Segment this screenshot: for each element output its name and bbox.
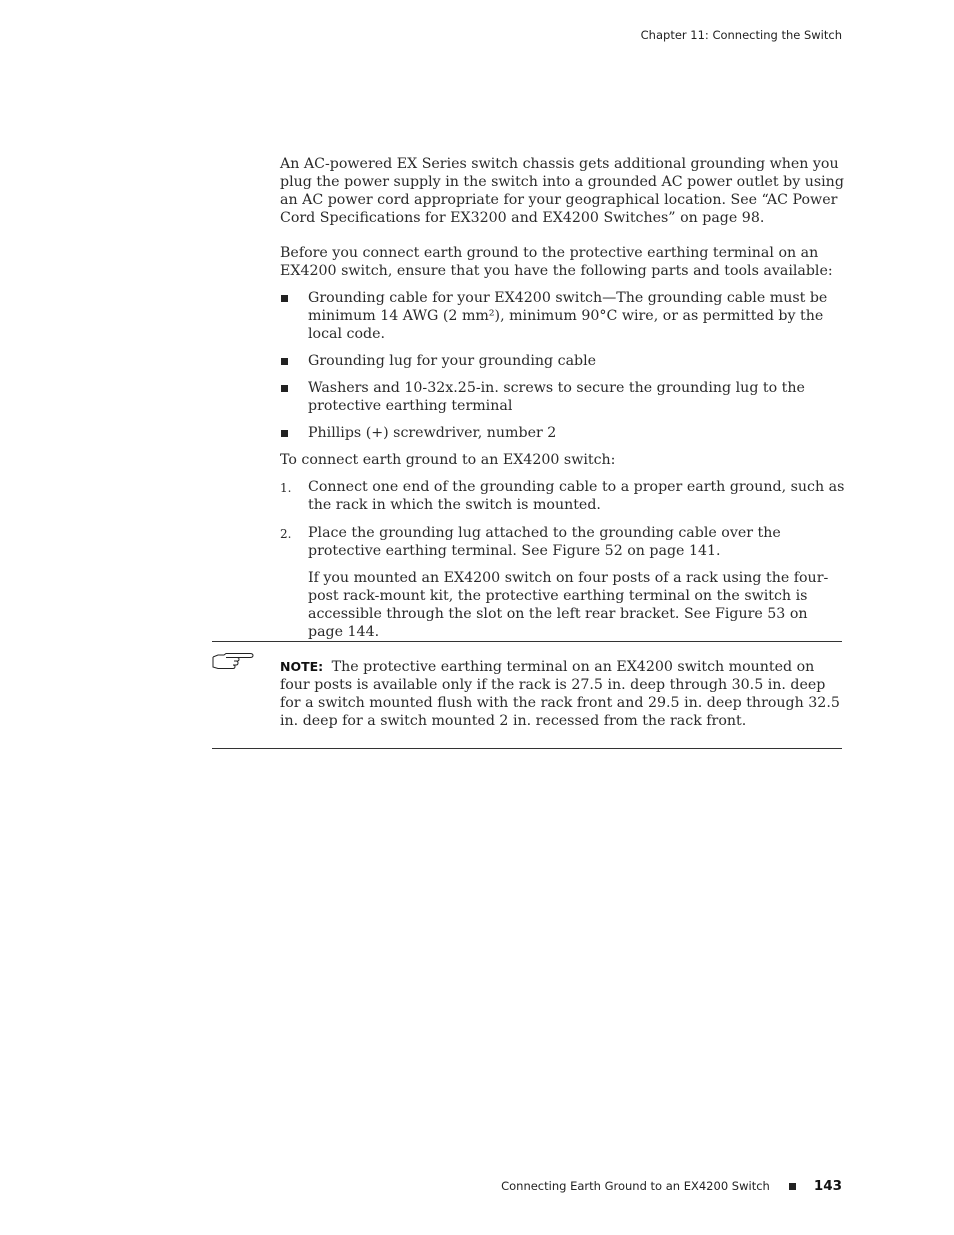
list-item [280,379,845,415]
list-item [280,289,845,343]
running-footer [501,1178,842,1194]
step-number: 2. [280,527,292,541]
step-text: Place the grounding lug attached to the grounding cable over the protective earthing terminal. See Figure 52 on page 141. [308,525,781,559]
list-item [280,352,845,370]
procedure-intro: To connect earth ground to an EX4200 switch: [280,452,616,468]
footer-square-icon [789,1183,796,1190]
bullet-square-icon [281,385,288,392]
parts-list [280,289,845,451]
step-item [280,478,845,514]
page-number: 143 [813,1178,842,1194]
footer-section-title: Connecting Earth Ground to an EX4200 Switch [501,1179,770,1193]
step-number: 1. [280,481,292,495]
list-item-text: Grounding lug for your grounding cable [308,353,597,369]
note-label: NOTE: [280,659,324,674]
note-text: The protective earthing terminal on an EX4200 switch mounted on four posts is available only if the rack is 27.5 in. deep through 30.5 in. deep for a switch mounted flush with the rack front and 29.5 in. deep through 32.5 in. deep for a switch mounted 2 in. recessed from the rack front. [280,659,840,729]
note-top-rule [212,641,842,642]
list-item-text: Washers and 10-32x.25-in. screws to secure the grounding lug to the protective earthing terminal [308,380,805,414]
step-text: Connect one end of the grounding cable to a proper earth ground, such as the rack in which the switch is mounted. [308,479,845,513]
bullet-square-icon [281,295,288,302]
intro-paragraph: An AC-powered EX Series switch chassis gets additional grounding when you plug the power supply in the switch into a grounded AC power outlet by using an AC power cord appropriate for your geographical location. See “AC Power Cord Specifications for EX3200 and EX4200 Switches” on page 98. [280,156,844,226]
bullet-square-icon [281,430,288,437]
step-item [280,524,845,641]
list-item [280,424,845,442]
list-item-text: Phillips (+) screwdriver, number 2 [308,425,557,441]
requirements-paragraph: Before you connect earth ground to the protective earthing terminal on an EX4200 switch, ensure that you have the following parts and tools available: [280,245,833,279]
note-block [280,658,845,730]
list-item-text: Grounding cable for your EX4200 switch—The grounding cable must be minimum 14 AWG (2 mm²), minimum 90°C wire, or as permitted by the local code. [308,290,828,342]
running-header: Chapter 11: Connecting the Switch [640,28,842,42]
pointing-hand-icon [212,652,254,670]
procedure-steps [280,478,845,651]
note-bottom-rule [212,748,842,749]
bullet-square-icon [281,358,288,365]
step-subparagraph: If you mounted an EX4200 switch on four posts of a rack using the four-post rack-mount kit, the protective earthing terminal on the switch is accessible through the slot on the left rear bracket. See Figure 53 on page 144. [308,570,829,640]
